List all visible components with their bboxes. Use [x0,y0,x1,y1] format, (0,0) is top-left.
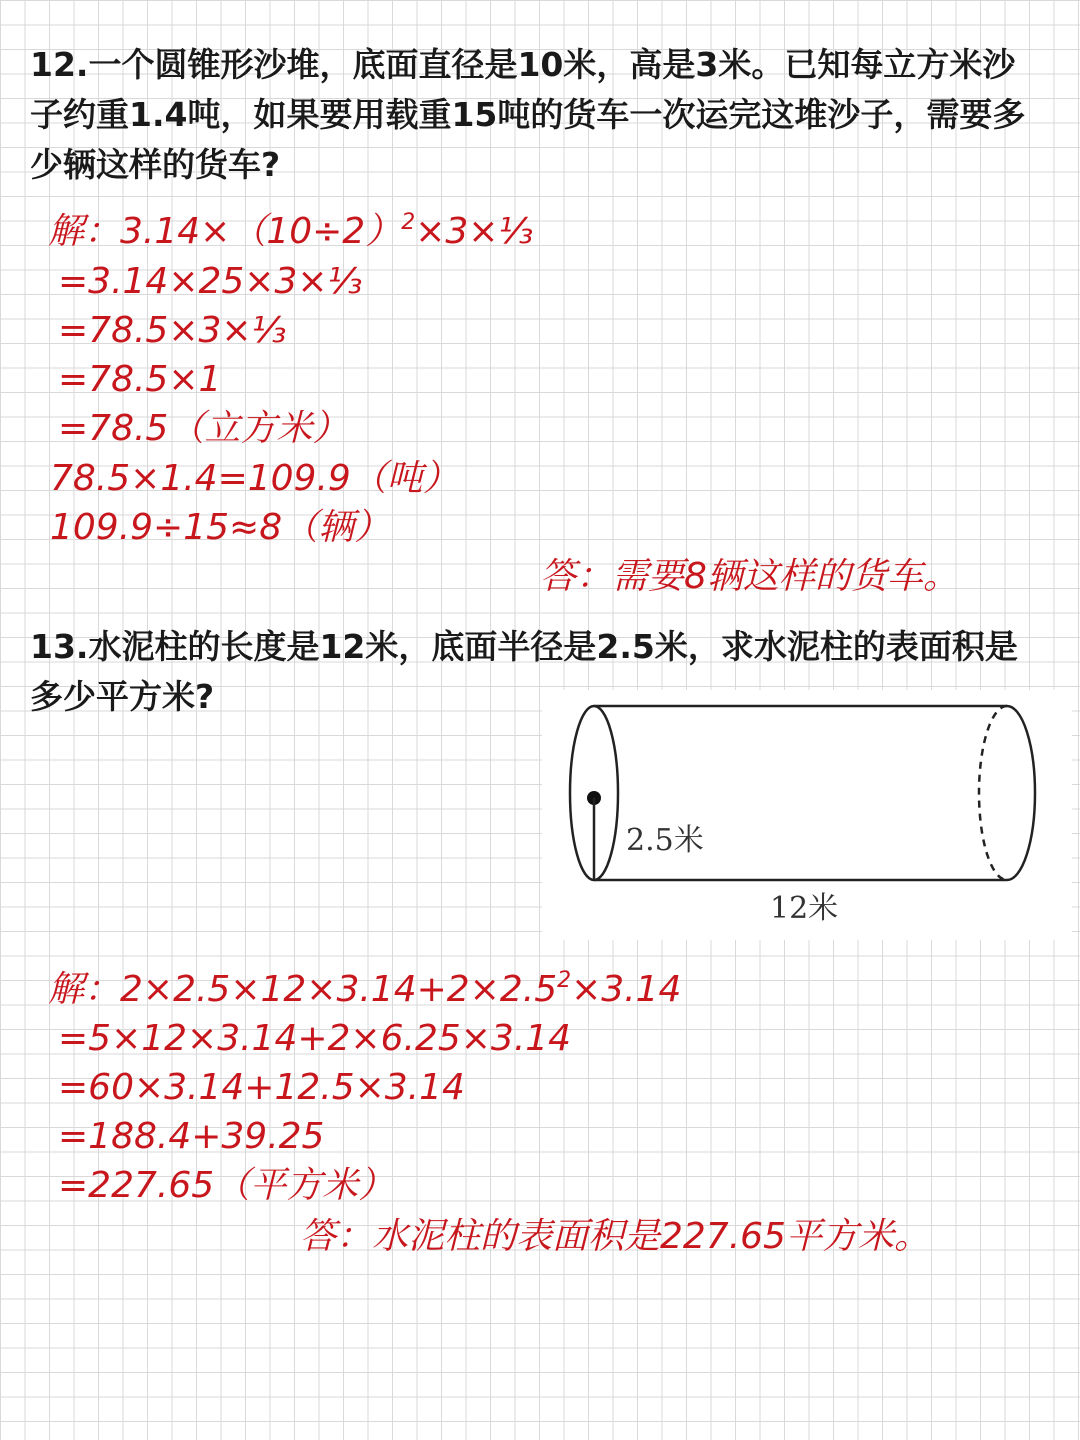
cylinder-diagram [542,690,1072,940]
length-label: 12米 [770,891,839,926]
q13-solution-line-2: =5×12×3.14+2×6.25×3.14 [58,1018,572,1059]
q12-solution-line-4: =78.5×1 [58,359,222,400]
q12-solution-line-5: =78.5（立方米） [58,408,349,449]
q12-answer: 答：需要8辆这样的货车。 [540,556,959,597]
q12-solution-line-3: =78.5×3×⅓ [58,310,287,351]
question-12-text: 12.一个圆锥形沙堆，底面直径是10米，高是3米。已知每立方米沙子约重1.4吨，如果要用载重15吨的货车一次运完这堆沙子，需要多少辆这样的货车? [30,45,1026,184]
q12-solution-line-1: 解：$3.14\times(10\div 2)^2\times 3\times\frac{1}{3}$ [48,210,534,252]
q13-answer: 答：水泥柱的表面积是227.65平方米。 [300,1216,930,1257]
q12-solution-line-2: =3.14×25×3×⅓ [58,261,363,302]
question-13-text: 13.水泥柱的长度是12米，底面半径是2.5米，求水泥柱的表面积是多少平方米? [30,627,1018,716]
q12-solution-line-6: 78.5×1.4=109.9（吨） [50,458,459,499]
q12-solution-line-7: 109.9÷15≈8（辆） [50,507,391,548]
radius-label: 2.5米 [626,823,704,858]
cylinder-figure [542,690,1072,940]
cylinder-right-base-front [1007,706,1035,880]
q13-solution-line-4: =188.4+39.25 [58,1116,325,1157]
q13-solution-line-5: =227.65（平方米） [58,1165,395,1206]
q13-solution-line-3: =60×3.14+12.5×3.14 [58,1067,465,1108]
cylinder-right-base-hidden [979,706,1007,880]
q13-solution-line-1: 解：$2\times 2.5\times 12\times 3.14+2\times 2.5^2\times 3.14$ [48,968,682,1010]
